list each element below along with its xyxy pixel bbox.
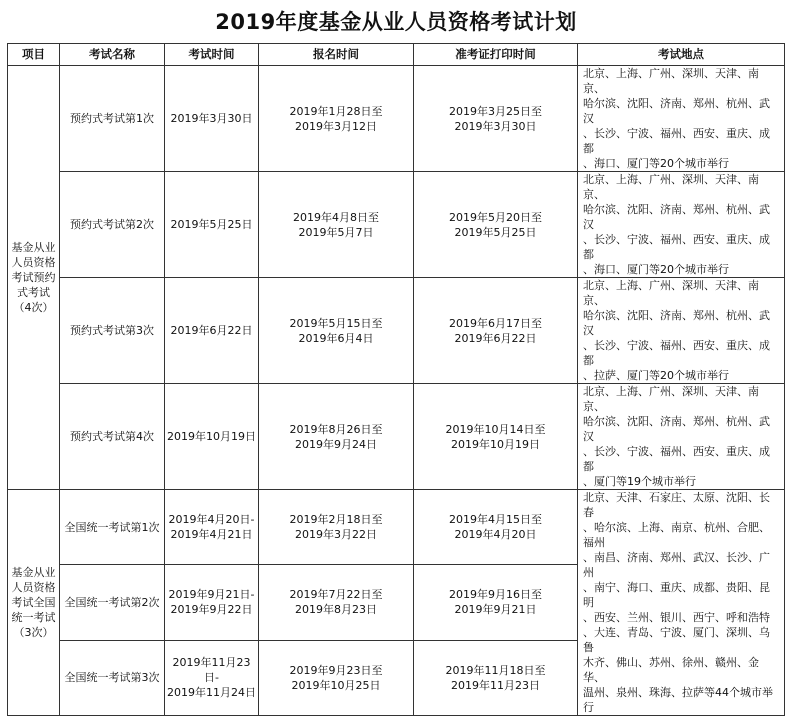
exam-name-cell: 预约式考试第4次 <box>60 384 165 490</box>
location-line: 、南宁、海口、重庆、成都、贵阳、昆明 <box>583 581 770 609</box>
header-exam-name: 考试名称 <box>60 44 165 66</box>
registration-start: 2019年7月22日至 <box>289 588 383 602</box>
exam-name-cell: 全国统一考试第3次 <box>60 640 165 715</box>
header-row <box>8 44 785 66</box>
admission-print-cell <box>414 565 578 640</box>
location-line: 、南昌、济南、郑州、武汉、长沙、广州 <box>583 551 770 579</box>
registration-cell <box>259 66 414 172</box>
admission-print-cell <box>414 384 578 490</box>
category-line: 式考试 <box>17 286 50 299</box>
header-category: 项目 <box>8 44 60 66</box>
admission-print-end: 2019年9月21日 <box>454 603 537 617</box>
registration-start: 2019年1月28日至 <box>289 104 383 118</box>
table-row <box>8 384 785 490</box>
location-cell <box>578 278 785 384</box>
location-cell <box>578 172 785 278</box>
location-line: 哈尔滨、沈阳、济南、郑州、杭州、武汉 <box>583 415 770 443</box>
registration-end: 2019年10月25日 <box>291 678 381 692</box>
admission-print-cell <box>414 172 578 278</box>
registration-start: 2019年4月8日至 <box>293 210 379 224</box>
table-row <box>8 66 785 172</box>
admission-print-cell <box>414 640 578 715</box>
category-line: 人员资格 <box>11 256 56 269</box>
admission-print-start: 2019年11月18日至 <box>445 663 546 677</box>
location-line: 哈尔滨、沈阳、济南、郑州、杭州、武汉 <box>583 97 770 125</box>
category-line: （3次） <box>13 626 54 639</box>
admission-print-end: 2019年11月23日 <box>451 678 540 692</box>
exam-name-cell: 预约式考试第1次 <box>60 66 165 172</box>
registration-end: 2019年3月12日 <box>295 119 377 133</box>
exam-time-cell <box>165 640 259 715</box>
registration-cell <box>259 172 414 278</box>
location-line: 、长沙、宁波、福州、西安、重庆、成都 <box>583 445 770 473</box>
header-admission-print-time: 准考证打印时间 <box>414 44 578 66</box>
exam-time-start: 2019年4月20日- <box>168 513 255 527</box>
location-cell-national <box>578 490 785 716</box>
registration-cell <box>259 384 414 490</box>
registration-cell <box>259 640 414 715</box>
registration-cell <box>259 565 414 640</box>
registration-start: 2019年9月23日至 <box>289 663 383 677</box>
category-line: 考试预约 <box>11 271 56 284</box>
registration-start: 2019年5月15日至 <box>289 316 383 330</box>
admission-print-end: 2019年5月25日 <box>454 225 537 239</box>
location-line: 、海口、厦门等20个城市举行 <box>583 157 729 170</box>
category-line: 统一考试 <box>11 611 56 624</box>
admission-print-cell <box>414 278 578 384</box>
location-line: 、厦门等19个城市举行 <box>583 475 696 488</box>
registration-end: 2019年8月23日 <box>295 603 377 617</box>
location-line: 北京、天津、石家庄、太原、沈阳、长春 <box>583 491 770 519</box>
admission-print-start: 2019年6月17日至 <box>449 316 542 330</box>
exam-name-cell: 全国统一考试第2次 <box>60 565 165 640</box>
location-cell <box>578 66 785 172</box>
exam-time-start: 2019年11月23日- <box>172 656 251 685</box>
admission-print-end: 2019年6月22日 <box>454 331 537 345</box>
admission-print-cell <box>414 490 578 565</box>
admission-print-end: 2019年10月19日 <box>451 437 540 451</box>
location-line: 哈尔滨、沈阳、济南、郑州、杭州、武汉 <box>583 203 770 231</box>
location-line: 、西安、兰州、银川、西宁、呼和浩特 <box>583 611 770 624</box>
registration-end: 2019年3月22日 <box>295 528 377 542</box>
location-line: 、海口、厦门等20个城市举行 <box>583 263 729 276</box>
category-line: 人员资格 <box>11 581 56 594</box>
exam-time-end: 2019年4月21日 <box>170 528 253 542</box>
location-line: 、大连、青岛、宁波、厦门、深圳、乌鲁 <box>583 626 770 654</box>
registration-end: 2019年5月7日 <box>298 225 374 239</box>
category-cell-national <box>8 490 60 716</box>
location-line: 哈尔滨、沈阳、济南、郑州、杭州、武汉 <box>583 309 770 337</box>
category-line: 基金从业 <box>11 566 56 579</box>
table-row <box>8 278 785 384</box>
exam-time-cell <box>165 490 259 565</box>
registration-cell <box>259 490 414 565</box>
registration-start: 2019年8月26日至 <box>289 422 383 436</box>
location-cell <box>578 384 785 490</box>
exam-name-cell: 全国统一考试第1次 <box>60 490 165 565</box>
admission-print-end: 2019年3月30日 <box>454 119 537 133</box>
location-line: 、哈尔滨、上海、南京、杭州、合肥、福州 <box>583 521 770 549</box>
header-exam-time: 考试时间 <box>165 44 259 66</box>
exam-time-cell: 2019年10月19日 <box>165 384 259 490</box>
location-line: 温州、泉州、珠海、拉萨等44个城市举行 <box>583 686 773 714</box>
registration-end: 2019年6月4日 <box>298 331 374 345</box>
exam-time-cell: 2019年3月30日 <box>165 66 259 172</box>
exam-time-cell: 2019年5月25日 <box>165 172 259 278</box>
registration-start: 2019年2月18日至 <box>289 513 383 527</box>
admission-print-cell <box>414 66 578 172</box>
location-line: 、长沙、宁波、福州、西安、重庆、成都 <box>583 233 770 261</box>
exam-name-cell: 预约式考试第2次 <box>60 172 165 278</box>
header-registration-time: 报名时间 <box>259 44 414 66</box>
category-line: （4次） <box>13 301 54 314</box>
admission-print-start: 2019年10月14日至 <box>445 422 546 436</box>
registration-end: 2019年9月24日 <box>295 437 377 451</box>
exam-time-cell: 2019年6月22日 <box>165 278 259 384</box>
location-line: 北京、上海、广州、深圳、天津、南京、 <box>583 385 759 413</box>
location-line: 北京、上海、广州、深圳、天津、南京、 <box>583 279 759 307</box>
location-line: 、长沙、宁波、福州、西安、重庆、成都 <box>583 339 770 367</box>
header-exam-location: 考试地点 <box>578 44 785 66</box>
category-line: 基金从业 <box>11 241 56 254</box>
exam-time-end: 2019年11月24日 <box>167 686 256 700</box>
location-line: 、拉萨、厦门等20个城市举行 <box>583 369 729 382</box>
exam-time-start: 2019年9月21日- <box>168 588 255 602</box>
table-row <box>8 490 785 565</box>
category-cell-appointment <box>8 66 60 490</box>
exam-schedule-table <box>7 43 785 716</box>
location-line: 木齐、佛山、苏州、徐州、赣州、金华、 <box>583 656 759 684</box>
admission-print-start: 2019年9月16日至 <box>449 588 542 602</box>
admission-print-start: 2019年5月20日至 <box>449 210 542 224</box>
registration-cell <box>259 278 414 384</box>
page-title: 2019年度基金从业人员资格考试计划 <box>215 10 577 34</box>
exam-time-end: 2019年9月22日 <box>170 603 253 617</box>
exam-name-cell: 预约式考试第3次 <box>60 278 165 384</box>
location-line: 、长沙、宁波、福州、西安、重庆、成都 <box>583 127 770 155</box>
exam-time-cell <box>165 565 259 640</box>
table-row <box>8 172 785 278</box>
location-line: 北京、上海、广州、深圳、天津、南京、 <box>583 67 759 95</box>
admission-print-end: 2019年4月20日 <box>454 528 537 542</box>
category-line: 考试全国 <box>11 596 56 609</box>
admission-print-start: 2019年3月25日至 <box>449 104 542 118</box>
location-line: 北京、上海、广州、深圳、天津、南京、 <box>583 173 759 201</box>
admission-print-start: 2019年4月15日至 <box>449 513 542 527</box>
